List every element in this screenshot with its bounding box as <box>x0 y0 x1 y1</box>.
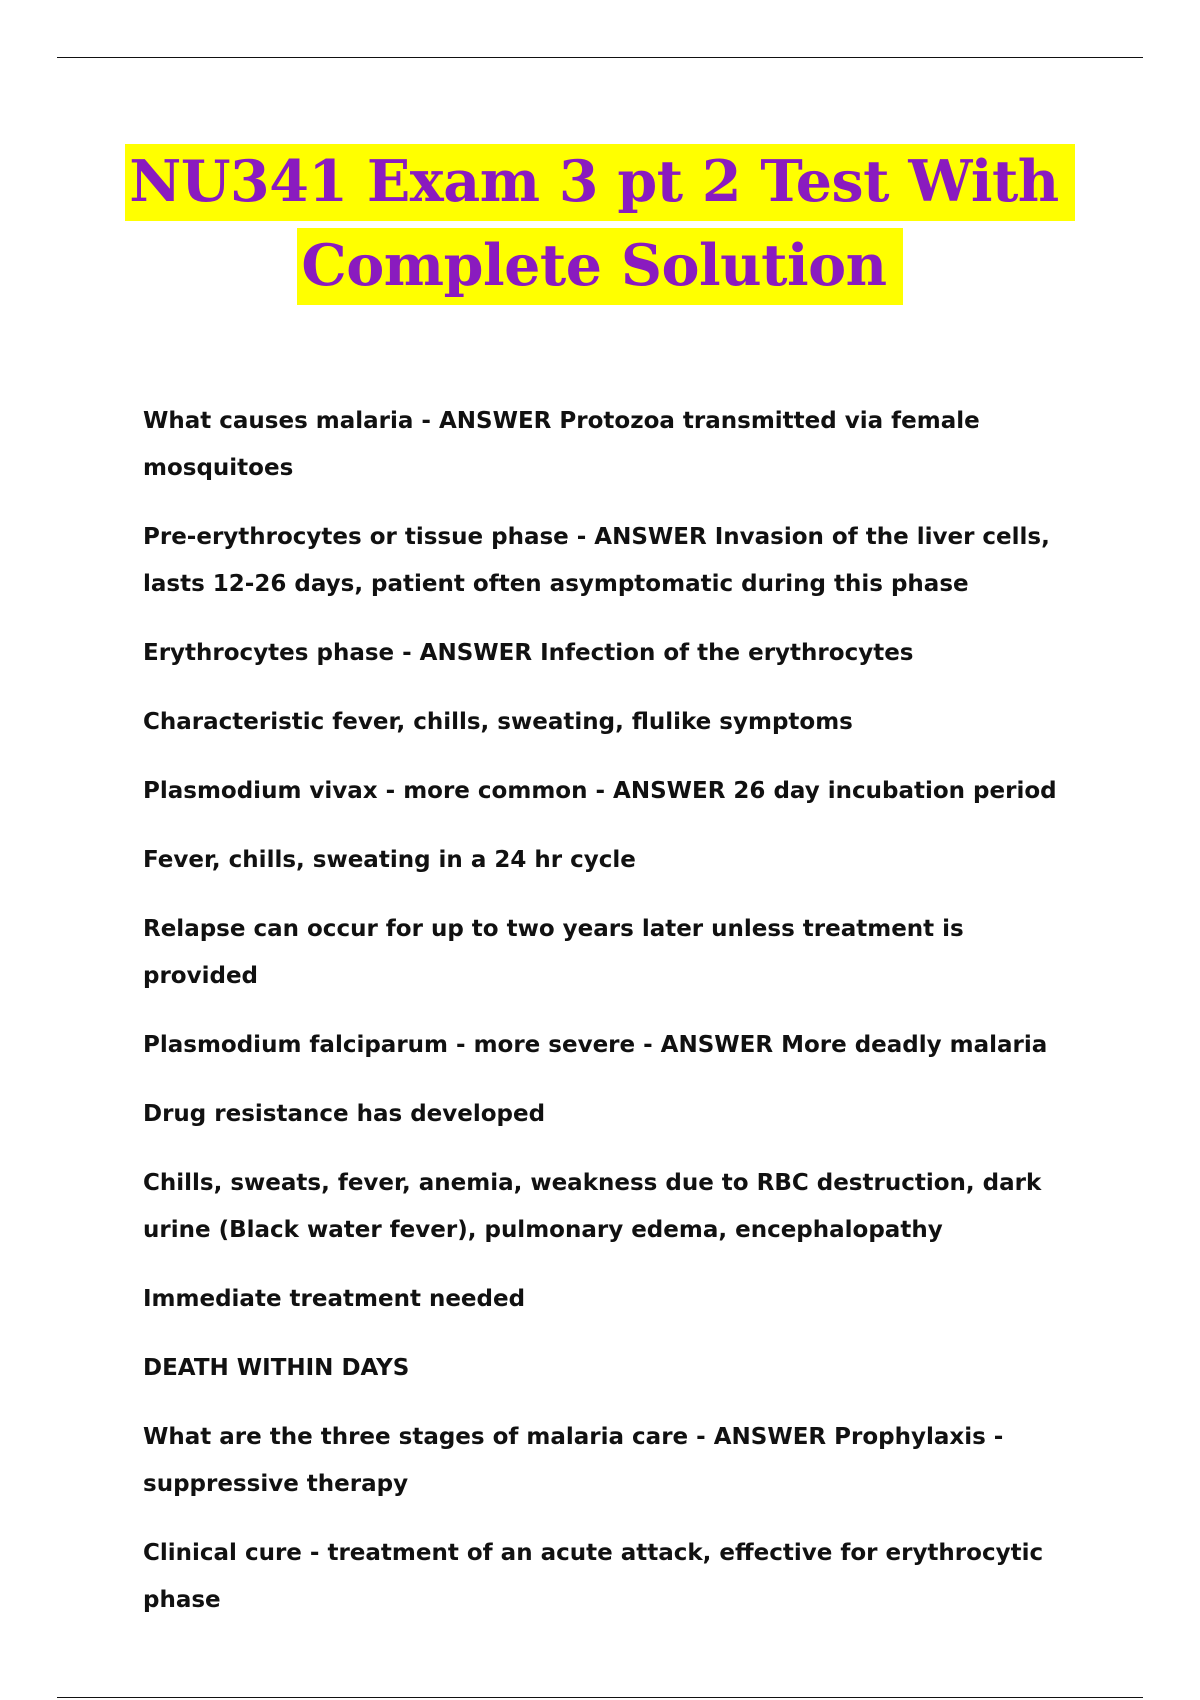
qa-item: Plasmodium vivax - more common - ANSWER 26 day incubation period <box>143 778 1057 804</box>
title-line-1: NU341 Exam 3 pt 2 Test With <box>125 144 1075 221</box>
qa-list <box>143 398 1083 1646</box>
qa-item: Pre-erythrocytes or tissue phase - ANSWER Invasion of the liver cells, lasts 12-26 days, patient often asymptomatic during this phase <box>143 524 1050 597</box>
footer-rule <box>57 1697 1143 1698</box>
qa-item: Immediate treatment needed <box>143 1286 526 1312</box>
qa-item: DEATH WITHIN DAYS <box>143 1355 410 1381</box>
qa-item: Fever, chills, sweating in a 24 hr cycle <box>143 847 636 873</box>
qa-item: Drug resistance has developed <box>143 1101 546 1127</box>
qa-item: What causes malaria - ANSWER Protozoa transmitted via female mosquitoes <box>143 408 980 481</box>
qa-item: What are the three stages of malaria care - ANSWER Prophylaxis - suppressive therapy <box>143 1424 1004 1497</box>
document-title <box>0 140 1200 308</box>
qa-item: Chills, sweats, fever, anemia, weakness due to RBC destruction, dark urine (Black water fever), pulmonary edema, encephalopathy <box>143 1170 1042 1243</box>
header-rule <box>57 57 1143 58</box>
title-line-2: Complete Solution <box>297 228 902 305</box>
qa-item: Characteristic fever, chills, sweating, flulike symptoms <box>143 709 853 735</box>
qa-item: Erythrocytes phase - ANSWER Infection of the erythrocytes <box>143 640 914 666</box>
qa-item: Plasmodium falciparum - more severe - ANSWER More deadly malaria <box>143 1032 1048 1058</box>
qa-item: Clinical cure - treatment of an acute attack, effective for erythrocytic phase <box>143 1540 1044 1613</box>
qa-item: Relapse can occur for up to two years later unless treatment is provided <box>143 916 964 989</box>
